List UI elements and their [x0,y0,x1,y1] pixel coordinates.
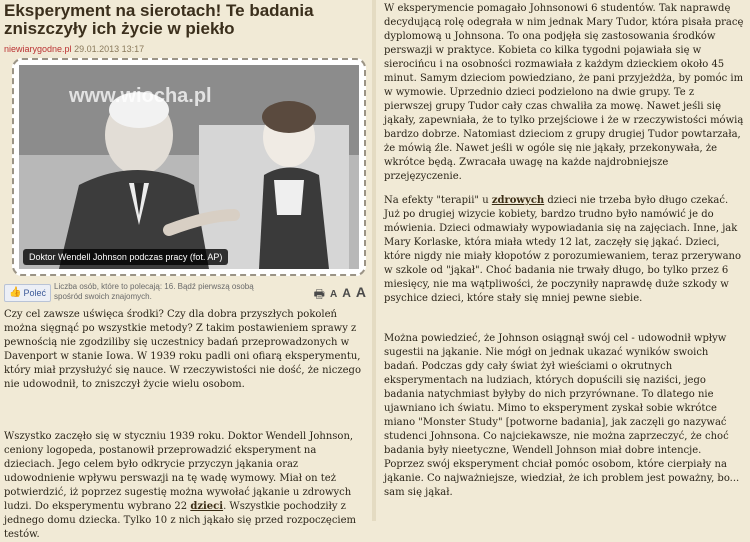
article-link-zdrowych[interactable]: zdrowych [491,195,545,206]
article-paragraph: Można powiedzieć, że Johnson osiągnął swój cel - udowodnił wpływ sugestii na jąkanie. Nie mógł on jednak ukazać wyników swoich badań. Podczas gdy cały świat żył wieściami o okrutnych eksperymentach na ludziach, których dopuścili się naziści, jego badania natychmiast byłyby do nich przyrównane. To dlatego nie ujawniano ich światu. Mimo to eksperyment zyskał sobie wkrótce miano "Monster Study" [potworne badania], jak zaczęli go nazywać studenci Johnsona. Co najciekawsze, nie można zaprzeczyć, że choć badania były nieetyczne, Wendell Johnson miał dobre intencje. Poprzez swój eksperyment chciał pomóc osobom, które cierpiały na jąkanie. Co najważniejsze, wiedział, że ich problem jest poważny, bo... sam się jąkał. [384,333,740,498]
thumbs-up-icon: 👍 [9,287,22,298]
font-size-medium-button[interactable]: A [342,286,351,300]
paragraph-text: Na efekty "terapii" u [384,195,492,206]
article-paragraph [384,194,744,306]
article-paragraph: W eksperymencie pomagało Johnsonowi 6 studentów. Tak naprawdę decydującą rolę odegrała w nim jednak Mary Tudor, która pisała pracę dyplomową u Johnsona. To ona podjęła się zastosowania środków perswazji w praktyce. Kobieta co kilka tygodni pojawiała się w sierocińcu i na osobności rozmawiała z każdym dzieckiem około 45 minut. Samym dzieciom powiedziano, że pani przyjeżdża, by pomóc im w wymowie. Uprzednio dzieci podzielono na dwie grupy. Te z pierwszej grupy Tudor cały czas chwaliła za mowę. Nawet jeśli się jąkały, zapewniała, że to tylko przejściowe i że w rzeczywistości mówią bardzo dobrze. Natomiast dzieciom z grupy drugiej Tudor powtarzała, że mówią źle. Nawet jeśli w ogóle się nie jąkały, przekonywała, że wkrótce będą. Zwracała uwagę na każde najdrobniejsze przejęzyczenie. [384,3,744,182]
article-tools [314,284,366,300]
article-photo-frame [12,58,366,276]
article-link-dzieci[interactable]: dzieci [190,501,224,512]
byline-date: 29.01.2013 13:17 [74,44,145,54]
like-count-text: Liczba osób, które to polecają: 16. Bądź pierwszą osobą spośród swoich znajomych. [54,282,254,301]
photo-caption: Doktor Wendell Johnson podczas pracy (fot. AP) [23,249,228,265]
social-bar [4,282,370,306]
facebook-like-button[interactable] [4,284,51,302]
article-photo [19,65,359,269]
print-icon[interactable]: 🖶 [313,287,325,301]
paragraph-text: Wszystko zaczęło się w styczniu 1939 roku. Doktor Wendell Johnson, ceniony logopeda, postanowił przeprowadzić eksperyment na dzieciach. Jego celem było odkrycie przyczyn jąkania oraz udowodnienie wpływu perswazji na tę wadę wymowy. Miał on też potwierdzić, iż poprzez sugestię można wywołać jąkanie u zdrowych ludzi. Do eksperymentu wybrano 22 [4,431,354,512]
article-paragraph: Czy cel zawsze uświęca środki? Czy dla dobra przyszłych pokoleń można sięgnąć po wszystkie metody? Z takim postawieniem sprawy z pewnością nie zgodziliby się uczestnicy badań przeprowadzonych w Davenport w stanie Iowa. W 1939 roku padli oni ofiarą eksperymentu, który miał przysłużyć się nauce. W rzeczywistości nie dość, że niczego nie udowodnił, to zniszczył życie wielu osobom. [4,309,361,390]
like-label: Poleć [23,288,46,298]
article-paragraph [4,430,368,542]
article-right-column [376,0,750,521]
font-size-large-button[interactable]: A [355,284,366,300]
article-byline [4,44,144,54]
article-headline: Eksperyment na sierotach! Te badania zniszczyły ich życie w piekło [4,1,314,38]
paragraph-text: dzieci nie trzeba było długo czekać. Już po drugiej wizycie kobiety, bardzo trudno było namówić je do mówienia. Dzieci odmawiały wypowiadania się na zajęciach. Inne, jak Mary Korlaske, która miała wtedy 12 lat, zaczęły się jąkać. Dzieci, które nigdy nie miały kłopotów z porozumiewaniem, teraz przerywano w szkole od "jąkał". Choć badania nie trwały długo, bo tylko przez 6 miesięcy, nie ma wątpliwości, że poczyniły naprawdę duże szkody w psychice dzieci, które stały się mniej pewne siebie. [384,195,742,304]
byline-source[interactable]: niewiarygodne.pl [4,44,72,54]
paragraph-text: . Wszystkie pochodziły z jednego domu dziecka. Tylko 10 z nich jąkało się przed rozpoczęciem testów. [4,501,357,540]
article-left-column [0,0,372,540]
photo-watermark: www.wiocha.pl [69,85,212,107]
font-size-small-button[interactable]: A [329,289,338,300]
